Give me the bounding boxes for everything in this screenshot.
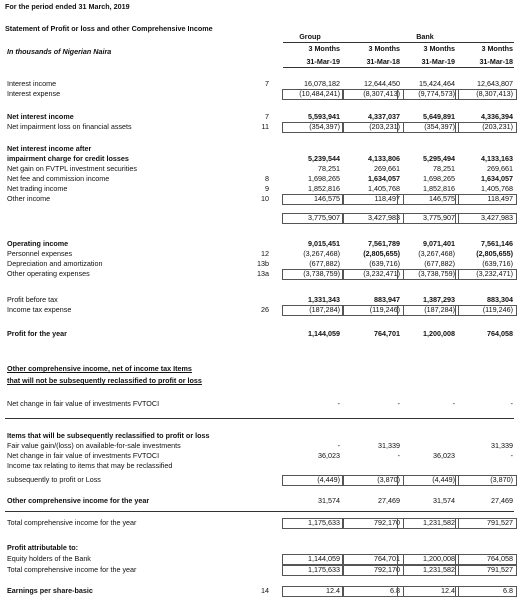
tax_reclass_1-label: Income tax relating to items that may be reclassified: [7, 461, 173, 470]
other_opex-value-2: (3,232,471): [363, 269, 400, 278]
total_ci_2-value-3: 1,231,582: [423, 565, 455, 574]
eps-box: [342, 586, 404, 597]
reclass_head-label: Items that will be subsequently reclassified to profit or loss: [7, 431, 210, 440]
total-ci-box: [397, 518, 459, 529]
trading_income-value-4: 1,405,768: [481, 184, 513, 193]
col-header-3-date: 31-Mar-19: [421, 57, 455, 66]
nii_after_1-label: Net interest income after: [7, 144, 92, 153]
nii_after_2-value-4: 4,133,163: [481, 154, 513, 163]
depreciation-value-3: (677,882): [424, 259, 455, 268]
subtotal-value-1: 3,775,907: [308, 213, 340, 222]
interest_income-value-1: 16,078,182: [304, 79, 340, 88]
fvtoci_2-value-3: 36,023: [433, 451, 455, 460]
total_ci-label: Total comprehensive income for the year: [7, 518, 137, 527]
interest-expense-box: [455, 89, 517, 100]
pbt-value-2: 883,947: [374, 295, 400, 304]
eps-box: [397, 586, 459, 597]
profit_year-label: Profit for the year: [7, 329, 67, 338]
pbt-value-3: 1,387,293: [423, 295, 455, 304]
fvtoci_2-label: Net change in fair value of investments FVTOCI: [7, 451, 160, 460]
eps-value-4: 6.8: [503, 586, 513, 595]
fvtoci_1-value-3: -: [452, 399, 455, 408]
other_opex-note: 13a: [257, 269, 269, 278]
interest_expense-label: Interest expense: [7, 89, 61, 98]
attrib-box-1: [282, 554, 344, 565]
tax-box: [282, 305, 344, 316]
col-header-4-months: 3 Months: [481, 44, 513, 53]
other-opex-box: [342, 269, 404, 280]
trading_income-value-2: 1,405,768: [368, 184, 400, 193]
net_impairment-value-1: (354,397): [309, 122, 340, 131]
equity_holders-label: Equity holders of the Bank: [7, 554, 91, 563]
col-header-2-date: 31-Mar-18: [366, 57, 400, 66]
nii_after_2-value-2: 4,133,806: [368, 154, 400, 163]
other_opex-value-4: (3,232,471): [476, 269, 513, 278]
impairment-box: [397, 122, 459, 133]
fvtpl_gain-label: Net gain on FVTPL investment securities: [7, 164, 137, 173]
fee_commission-note: 8: [265, 174, 269, 183]
other_income-note: 10: [261, 194, 269, 203]
period-title: For the period ended 31 March, 2019: [5, 2, 130, 11]
header-rule: [283, 67, 514, 68]
personnel-value-4: (2,805,655): [476, 249, 513, 258]
interest-expense-box: [282, 89, 344, 100]
net_impairment-value-2: (203,231): [369, 122, 400, 131]
attrib-box-2: [282, 565, 344, 576]
attrib-box-2: [397, 565, 459, 576]
trading_income-value-3: 1,852,816: [423, 184, 455, 193]
total_ci-value-1: 1,175,633: [308, 518, 340, 527]
fvtpl_gain-value-3: 78,251: [433, 164, 455, 173]
interest-expense-box: [397, 89, 459, 100]
other-income-box: [397, 194, 459, 205]
interest-expense-box: [342, 89, 404, 100]
other-income-box: [455, 194, 517, 205]
tax-box: [455, 305, 517, 316]
eps-value-2: 6.8: [390, 586, 400, 595]
oci-rule: [5, 511, 514, 512]
fvtpl_gain-value-4: 269,661: [487, 164, 513, 173]
tax-reclass-box: [397, 475, 459, 486]
tax_reclass_2-label: subsequently to profit or Loss: [7, 475, 101, 484]
afs_gain-value-1: -: [337, 441, 340, 450]
total_ci_2-value-4: 791,527: [487, 565, 513, 574]
tax_reclass_2-value-4: (3,870): [490, 475, 513, 484]
total_ci-value-4: 791,527: [487, 518, 513, 527]
tax-label: Income tax expense: [7, 305, 72, 314]
net_interest_income-value-4: 4,336,394: [481, 112, 513, 121]
equity_holders-value-3: 1,200,008: [423, 554, 455, 563]
net_interest_income-value-1: 5,593,941: [308, 112, 340, 121]
personnel-label: Personnel expenses: [7, 249, 73, 258]
tax-box: [397, 305, 459, 316]
attrib-box-2: [455, 565, 517, 576]
total-ci-box: [282, 518, 344, 529]
interest_income-value-2: 12,644,450: [364, 79, 400, 88]
other_income-value-2: 118,497: [374, 194, 400, 203]
subtotal-box: [397, 213, 459, 224]
tax-value-2: (119,246): [369, 305, 400, 314]
depreciation-value-1: (677,882): [309, 259, 340, 268]
tax-reclass-box: [455, 475, 517, 486]
subtotal-value-4: 3,427,983: [481, 213, 513, 222]
profit_year-value-1: 1,144,059: [308, 329, 340, 338]
fee_commission-label: Net fee and commission income: [7, 174, 110, 183]
net_impairment-note: 11: [261, 122, 269, 131]
depreciation-label: Depreciation and amortization: [7, 259, 103, 268]
equity_holders-value-4: 764,058: [487, 554, 513, 563]
subtotal-value-2: 3,427,983: [368, 213, 400, 222]
other-income-box: [282, 194, 344, 205]
tax_reclass_2-value-1: (4,449): [317, 475, 340, 484]
other-opex-box: [455, 269, 517, 280]
other_income-value-3: 146,575: [429, 194, 455, 203]
col-header-3-months: 3 Months: [423, 44, 455, 53]
nii_after_2-value-1: 5,239,544: [308, 154, 340, 163]
attrib-box-1: [342, 554, 404, 565]
net_impairment-value-4: (203,231): [482, 122, 513, 131]
col-header-1-months: 3 Months: [308, 44, 340, 53]
col-header-1-date: 31-Mar-19: [306, 57, 340, 66]
other_opex-value-1: (3,738,759): [303, 269, 340, 278]
operating_income-label: Operating income: [7, 239, 69, 248]
other_opex-label: Other operating expenses: [7, 269, 90, 278]
tax-value-1: (187,284): [309, 305, 340, 314]
profit_year-value-2: 764,701: [374, 329, 400, 338]
interest_income-label: Interest income: [7, 79, 57, 88]
interest_expense-value-3: (9,774,573): [418, 89, 455, 98]
depreciation-note: 13b: [257, 259, 269, 268]
tax-value-3: (187,284): [424, 305, 455, 314]
fee_commission-value-1: 1,698,265: [308, 174, 340, 183]
interest_income-value-4: 12,643,807: [477, 79, 513, 88]
bank-heading: Bank: [416, 32, 434, 41]
fvtoci_2-value-1: 36,023: [318, 451, 340, 460]
other-income-box: [342, 194, 404, 205]
impairment-box: [455, 122, 517, 133]
profit_year-value-3: 1,200,008: [423, 329, 455, 338]
net_impairment-value-3: (354,397): [424, 122, 455, 131]
fvtoci_2-value-4: -: [510, 451, 513, 460]
other-opex-box: [397, 269, 459, 280]
fvtoci_2-value-2: -: [397, 451, 400, 460]
tax-note: 26: [261, 305, 269, 314]
fvtpl_gain-value-1: 78,251: [318, 164, 340, 173]
attrib_head-label: Profit attributable to:: [7, 543, 79, 552]
personnel-value-3: (3,267,468): [418, 249, 455, 258]
trading_income-label: Net trading income: [7, 184, 68, 193]
eps-note: 14: [261, 586, 269, 595]
attrib-box-1: [397, 554, 459, 565]
operating_income-value-3: 9,071,401: [423, 239, 455, 248]
oci_year-label: Other comprehensive income for the year: [7, 496, 150, 505]
total_ci_2-value-2: 792,170: [374, 565, 400, 574]
oci_year-value-1: 31,574: [318, 496, 340, 505]
operating_income-value-4: 7,561,146: [481, 239, 513, 248]
interest_expense-value-2: (8,307,413): [363, 89, 400, 98]
interest_income-note: 7: [265, 79, 269, 88]
other-opex-box: [282, 269, 344, 280]
personnel-value-2: (2,805,655): [363, 249, 400, 258]
section-rule: [5, 418, 514, 419]
interest_expense-value-4: (8,307,413): [476, 89, 513, 98]
fvtoci_1-label: Net change in fair value of investments FVTOCI: [7, 399, 160, 408]
subtotal-box: [455, 213, 517, 224]
fvtoci_1-value-4: -: [510, 399, 513, 408]
tax-value-4: (119,246): [482, 305, 513, 314]
eps-value-1: 12.4: [326, 586, 340, 595]
oci_head_1-label: Other comprehensive income, net of income tax Items: [7, 364, 192, 373]
oci_year-value-3: 31,574: [433, 496, 455, 505]
eps-box: [455, 586, 517, 597]
oci_head_2-label: that will not be subsequently reclassified to profit or loss: [7, 376, 202, 385]
total_ci_2-value-1: 1,175,633: [308, 565, 340, 574]
total_ci_2-label: Total comprehensive income for the year: [7, 565, 137, 574]
afs_gain-label: Fair value gain/(loss) on available-for-sale investments: [7, 441, 181, 450]
total-ci-box: [455, 518, 517, 529]
fvtoci_1-value-2: -: [397, 399, 400, 408]
afs_gain-value-4: 31,339: [491, 441, 513, 450]
trading_income-value-1: 1,852,816: [308, 184, 340, 193]
statement-title: Statement of Profit or loss and other Comprehensive Income: [5, 24, 213, 33]
units-label: In thousands of Nigerian Naira: [7, 47, 112, 56]
net_interest_income-value-3: 5,649,891: [423, 112, 455, 121]
total_ci-value-3: 1,231,582: [423, 518, 455, 527]
impairment-box: [342, 122, 404, 133]
eps-label: Earnings per share-basic: [7, 586, 93, 595]
bank-underline: [400, 42, 514, 43]
attrib-box-2: [342, 565, 404, 576]
pbt-value-4: 883,304: [487, 295, 513, 304]
other_income-label: Other income: [7, 194, 51, 203]
interest_income-value-3: 15,424,464: [419, 79, 455, 88]
operating_income-value-1: 9,015,451: [308, 239, 340, 248]
pbt-value-1: 1,331,343: [308, 295, 340, 304]
fee_commission-value-3: 1,698,265: [423, 174, 455, 183]
other_income-value-4: 118,497: [487, 194, 513, 203]
equity_holders-value-1: 1,144,059: [308, 554, 340, 563]
total_ci-value-2: 792,170: [374, 518, 400, 527]
eps-box: [282, 586, 344, 597]
subtotal-box: [342, 213, 404, 224]
profit_year-value-4: 764,058: [487, 329, 513, 338]
depreciation-value-2: (639,716): [369, 259, 400, 268]
total-ci-box: [342, 518, 404, 529]
personnel-note: 12: [261, 249, 269, 258]
group-heading: Group: [299, 32, 321, 41]
equity_holders-value-2: 764,701: [374, 554, 400, 563]
tax-reclass-box: [342, 475, 404, 486]
afs_gain-value-2: 31,339: [378, 441, 400, 450]
other_income-value-1: 146,575: [314, 194, 340, 203]
col-header-2-months: 3 Months: [368, 44, 400, 53]
personnel-value-1: (3,267,468): [303, 249, 340, 258]
oci_year-value-2: 27,469: [378, 496, 400, 505]
oci_year-value-4: 27,469: [491, 496, 513, 505]
tax-box: [342, 305, 404, 316]
subtotal-box: [282, 213, 344, 224]
impairment-box: [282, 122, 344, 133]
col-header-4-date: 31-Mar-18: [479, 57, 513, 66]
group-underline: [283, 42, 401, 43]
depreciation-value-4: (639,716): [482, 259, 513, 268]
net_interest_income-label: Net interest income: [7, 112, 74, 121]
nii_after_2-label: impairment charge for credit losses: [7, 154, 129, 163]
tax_reclass_2-value-2: (3,870): [377, 475, 400, 484]
pbt-label: Profit before tax: [7, 295, 58, 304]
fee_commission-value-2: 1,634,057: [368, 174, 400, 183]
nii_after_2-value-3: 5,295,494: [423, 154, 455, 163]
tax-reclass-box: [282, 475, 344, 486]
trading_income-note: 9: [265, 184, 269, 193]
other_opex-value-3: (3,738,759): [418, 269, 455, 278]
net_interest_income-note: 7: [265, 112, 269, 121]
attrib-box-1: [455, 554, 517, 565]
fee_commission-value-4: 1,634,057: [481, 174, 513, 183]
net_impairment-label: Net impairment loss on financial assets: [7, 122, 132, 131]
operating_income-value-2: 7,561,789: [368, 239, 400, 248]
fvtoci_1-value-1: -: [337, 399, 340, 408]
interest_expense-value-1: (10,484,241): [299, 89, 340, 98]
subtotal-value-3: 3,775,907: [423, 213, 455, 222]
eps-value-3: 12.4: [441, 586, 455, 595]
fvtpl_gain-value-2: 269,661: [374, 164, 400, 173]
net_interest_income-value-2: 4,337,037: [368, 112, 400, 121]
tax_reclass_2-value-3: (4,449): [432, 475, 455, 484]
